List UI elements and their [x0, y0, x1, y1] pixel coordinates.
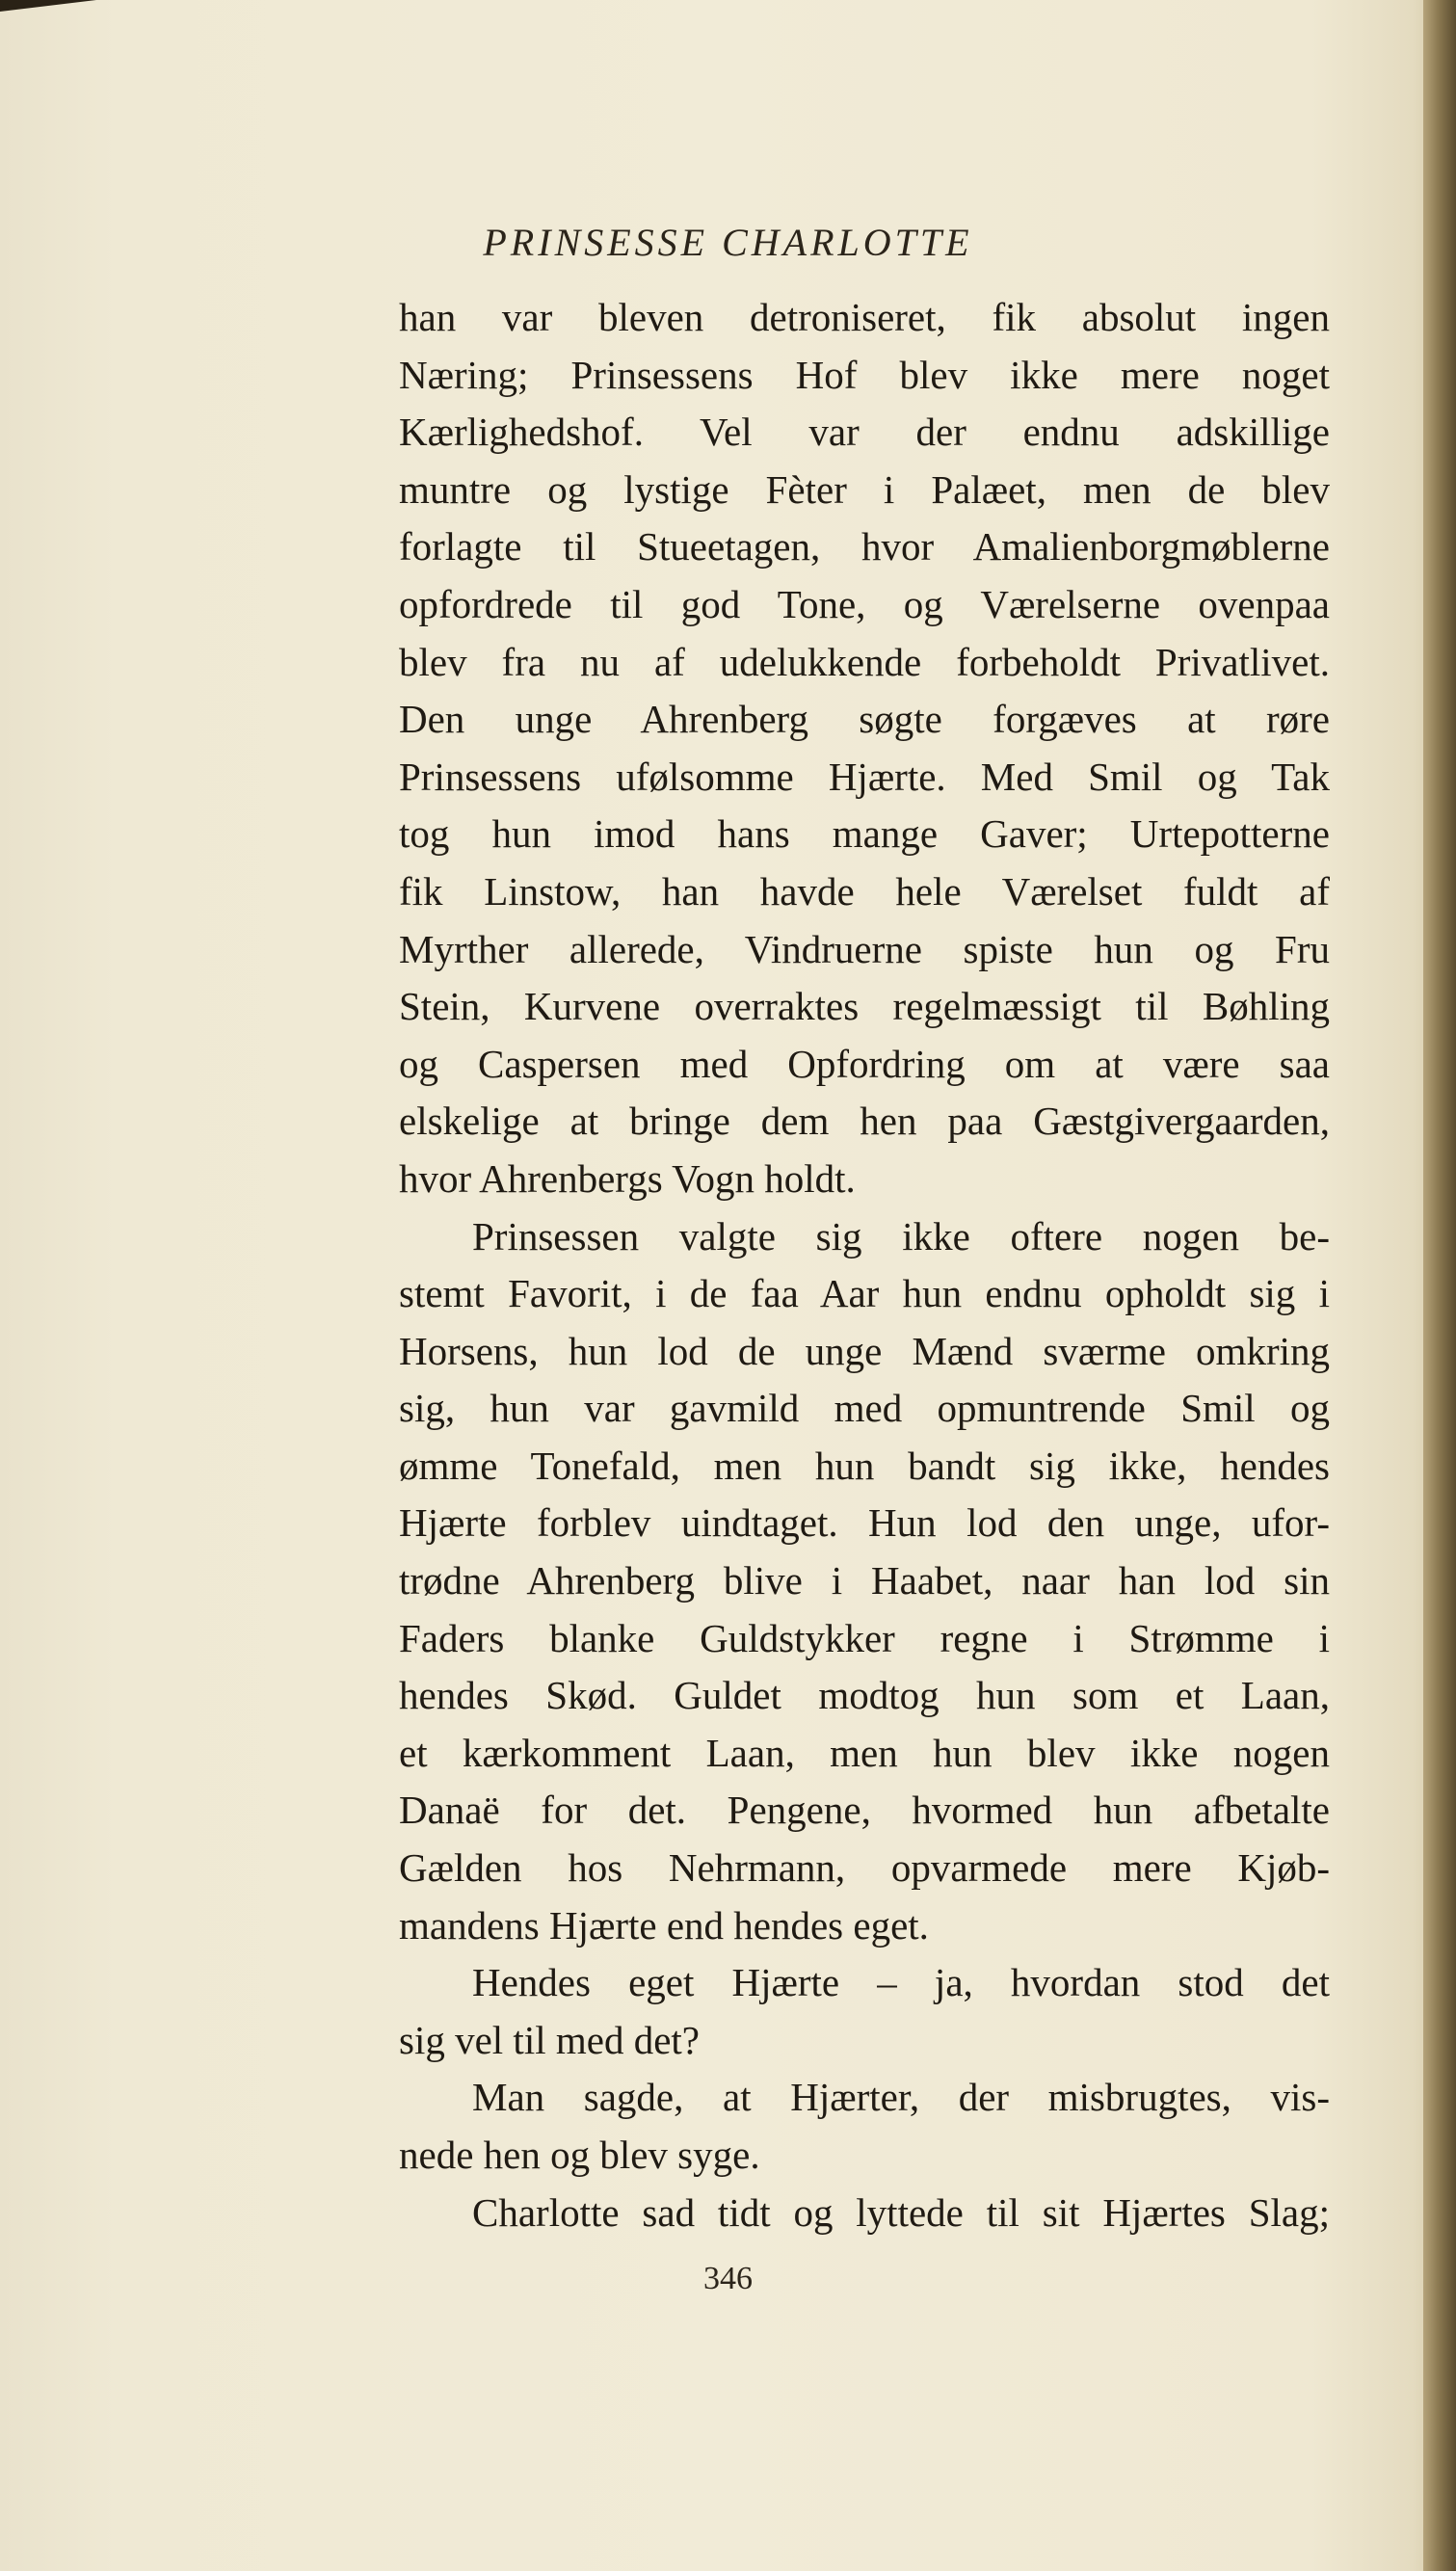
page-number: 346 [703, 2261, 753, 2296]
body-text [399, 289, 1330, 2241]
text-line: ømme Tonefald, men hun bandt sig ikke, hendes [399, 1443, 1330, 1488]
text-line: Prinsessens ufølsomme Hjærte. Med Smil og Tak [399, 754, 1330, 799]
text-line: Den unge Ahrenberg søgte forgæves at røre [399, 697, 1330, 742]
text-line: Prinsessen valgte sig ikke oftere nogen be- [472, 1213, 1330, 1259]
page-corner-shadow [0, 0, 96, 12]
book-spine-edge [1423, 0, 1456, 2571]
text-line: Man sagde, at Hjærter, der misbrugtes, vis- [472, 2075, 1330, 2120]
text-line: trødne Ahrenberg blive i Haabet, naar han lod sin [399, 1558, 1330, 1604]
text-line: Gælden hos Nehrmann, opvarmede mere Kjøb- [399, 1845, 1330, 1891]
text-line: og Caspersen med Opfordring om at være saa [399, 1041, 1330, 1086]
text-line: Hjærte forblev uindtaget. Hun lod den unge, ufor- [399, 1500, 1330, 1546]
text-line: forlagte til Stueetagen, hvor Amalienborgmøblerne [399, 524, 1330, 570]
running-header: PRINSESSE CHARLOTTE [483, 221, 973, 264]
text-line: fik Linstow, han havde hele Værelset fuldt af [399, 868, 1330, 914]
text-line: Kærlighedshof. Vel var der endnu adskillige [399, 410, 1330, 455]
text-line: Charlotte sad tidt og lyttede til sit Hjærtes Slag; [472, 2189, 1330, 2235]
text-line: blev fra nu af udelukkende forbeholdt Privatlivet. [399, 639, 1330, 684]
text-line: opfordrede til god Tone, og Værelserne ovenpaa [399, 581, 1330, 626]
text-line: Næring; Prinsessens Hof blev ikke mere noget [399, 352, 1330, 397]
text-line: mandens Hjærte end hendes eget. [399, 1902, 929, 1948]
text-line: nede hen og blev syge. [399, 2133, 760, 2177]
text-line: Myrther allerede, Vindruerne spiste hun og Fru [399, 926, 1330, 971]
text-line: hendes Skød. Guldet modtog hun som et Laan, [399, 1673, 1330, 1718]
text-line: sig, hun var gavmild med opmuntrende Smil og [399, 1386, 1330, 1431]
text-line: tog hun imod hans mange Gaver; Urtepotterne [399, 811, 1330, 857]
text-line: Stein, Kurvene overraktes regelmæssigt til Bøhling [399, 984, 1330, 1029]
text-line: muntre og lystige Fèter i Palæet, men de blev [399, 466, 1330, 512]
text-line: hvor Ahrenbergs Vogn holdt. [399, 1155, 856, 1201]
text-line: sig vel til med det? [399, 2017, 700, 2062]
text-line: stemt Favorit, i de faa Aar hun endnu opholdt sig i [399, 1271, 1330, 1316]
text-line: et kærkomment Laan, men hun blev ikke nogen [399, 1730, 1330, 1775]
text-line: Danaë for det. Pengene, hvormed hun afbetalte [399, 1788, 1330, 1833]
text-line: Horsens, hun lod de unge Mænd sværme omkring [399, 1328, 1330, 1373]
text-line: Hendes eget Hjærte – ja, hvordan stod det [472, 1960, 1330, 2005]
text-line: han var bleven detroniseret, fik absolut ingen [399, 295, 1330, 339]
text-line: Faders blanke Guldstykker regne i Strømme i [399, 1615, 1330, 1660]
text-line: elskelige at bringe dem hen paa Gæstgivergaarden, [399, 1099, 1330, 1144]
